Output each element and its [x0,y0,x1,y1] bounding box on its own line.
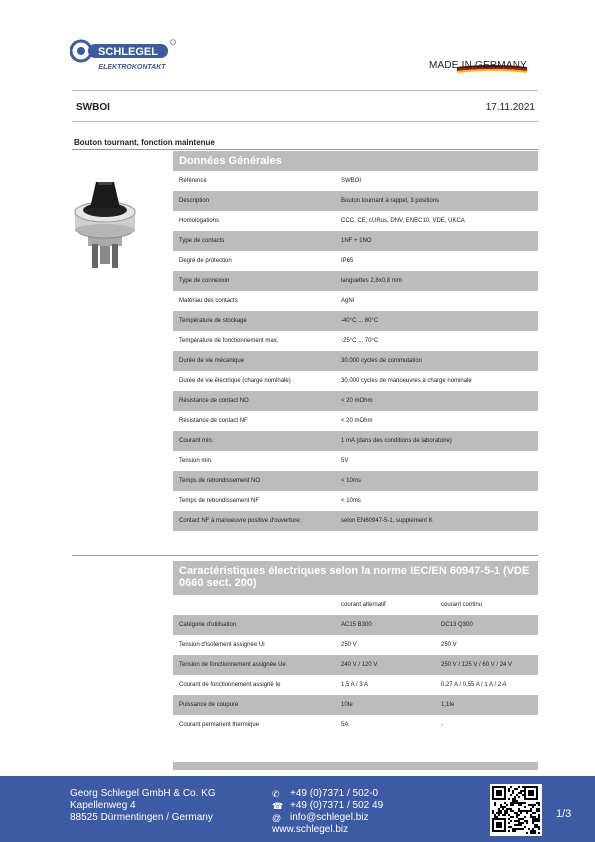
table-row [173,635,538,655]
row-label: Puissance de coupure [179,702,239,708]
table-row [173,211,538,231]
row-label: Tension d'isolement assignée Ui [179,642,265,648]
dc-value: 0,27 A / 0,55 A / 1 A / 2 A [441,682,507,688]
row-label: Type de contacts [179,238,225,244]
dc-value: 250 V [441,642,457,648]
row-value: 1 mA (dans des conditions de laboratoire) [341,438,452,444]
qr-code[interactable] [490,784,542,836]
table-row [173,411,538,431]
product-image [70,172,140,272]
product-subtitle: Bouton tournant, fonction maintenue [74,138,215,147]
table-row [173,491,538,511]
row-label: Catégorie d'utilisation [179,622,237,628]
divider [72,149,538,150]
general-data-section [173,151,538,531]
electrical-table [173,615,538,735]
column-ac: courant alternatif [341,602,386,608]
divider [72,121,538,122]
row-value: -40°C ... 80°C [341,318,379,324]
schlegel-logo [70,38,180,72]
row-label: Référence [179,178,207,184]
table-row [173,655,538,675]
row-label: Résistance de contact NO [179,398,249,404]
column-dc: courant continu [441,602,483,608]
table-row [173,391,538,411]
table-row [173,271,538,291]
row-value: SWBOI [341,178,362,184]
row-label: Matériau des contacts [179,298,238,304]
row-value: languettes 2,8x0,8 mm [341,278,402,284]
row-value: IP65 [341,258,354,264]
table-row [173,251,538,271]
row-label: Description [179,198,210,204]
email-icon: @ [272,813,282,823]
ac-value: 10Ie [341,702,353,708]
ac-value: 5A [341,722,349,728]
row-label: Type de connexion [179,278,230,284]
fax-icon: ☎ [272,801,284,811]
dc-value: 1,1Ie [441,702,455,708]
row-label: Température de fonctionnement max. [179,338,279,344]
table-row [173,715,538,735]
section-bottom-bar [173,762,538,770]
row-label: Homologations [179,218,220,224]
table-row [173,675,538,695]
divider [72,555,538,556]
table-row [173,331,538,351]
made-in-germany: MADE IN GERMANY [428,60,527,71]
table-row [173,511,538,531]
svg-text:ELEKTROKONTAKT: ELEKTROKONTAKT [98,64,166,71]
row-label: Durée de vie électrique (charge nominale) [179,378,291,384]
row-value: < 20 mOhm [341,398,373,404]
phone-icon: ✆ [272,789,280,799]
row-value: < 10ms [341,498,361,504]
table-row [173,451,538,471]
row-value: 30.000 cycles de commutation [341,358,423,364]
dc-value: DC13 Q300 [441,622,473,628]
row-label: Temps de rebondissement NO [179,478,261,484]
ac-value: AC15 B300 [341,622,372,628]
company-address [70,788,216,824]
table-row [173,351,538,371]
table-row [173,371,538,391]
row-label: Température de stockage [179,318,247,324]
row-label: Degré de protection [179,258,232,264]
row-label: Courant permanent thermique [179,722,260,728]
row-value: -25°C ... 70°C [341,338,379,344]
document-date: 17.11.2021 [485,102,535,113]
section-title: Caractéristiques électriques selon la norme IEC/EN 60947-5-1 (VDE 0660 sect. 200) [173,561,538,595]
table-row [173,695,538,715]
phone[interactable]: +49 (0)7371 / 502-0 [290,788,379,799]
row-value: 5V [341,458,349,464]
row-value: AgNi [341,298,355,304]
table-row [173,231,538,251]
row-label: Temps de rebondissement NF [179,498,260,504]
street: Kapellenweg 4 [70,800,136,811]
ac-value: 1,5 A / 3 A [341,682,369,688]
row-label: Courant de fonctionnement assigné Ie [179,682,281,688]
city: 88525 Dürmentingen / Germany [70,812,213,823]
general-data-table [173,171,538,531]
row-value: < 20 mOhm [341,418,373,424]
product-code: SWBOI [76,102,110,113]
ac-value: 240 V / 120 V [341,662,378,668]
page-number: 1/3 [556,808,572,820]
table-row [173,291,538,311]
row-label: Résistance de contact NF [179,418,248,424]
row-value: CCC, CE, cURus, DNV, ENEC10, VDE, UKCA [341,218,465,224]
table-row [173,311,538,331]
table-row [173,615,538,635]
table-row [173,171,538,191]
dc-value: 250 V / 125 V / 60 V / 24 V [441,662,513,668]
footer [0,776,595,842]
column-header-row [173,595,538,615]
table-row [173,431,538,451]
email-link[interactable]: info@schlegel.biz [290,812,369,823]
website-link[interactable]: www.schlegel.biz [272,824,349,835]
row-label: Tension min. [179,458,213,464]
fax: +49 (0)7371 / 502 49 [290,800,384,811]
table-row [173,471,538,491]
section-title: Données Générales [173,151,538,171]
electrical-section [173,561,538,735]
dc-value: - [441,722,443,728]
row-label: Durée de vie mécanique [179,358,245,364]
row-value: 30.000 cycles de manoeuvres à charge nominale [341,378,472,384]
row-value: selon EN60947-5-1, supplément K [341,518,433,524]
divider [72,90,538,91]
row-label: Contact NF à manoeuvre positive d'ouverture: [179,518,302,524]
company-name: Georg Schlegel GmbH & Co. KG [70,788,216,799]
row-label: Tension de fonctionnement assignée Ue [179,662,286,668]
svg-text:SCHLEGEL: SCHLEGEL [98,46,158,58]
contact-info [272,788,383,836]
row-value: Bouton tournant à rappel, 3 positions [341,198,440,204]
row-value: 1NF + 1NO [341,238,372,244]
ac-value: 250 V [341,642,357,648]
table-row [173,191,538,211]
row-value: < 10ms [341,478,361,484]
row-label: Courant min. [179,438,214,444]
